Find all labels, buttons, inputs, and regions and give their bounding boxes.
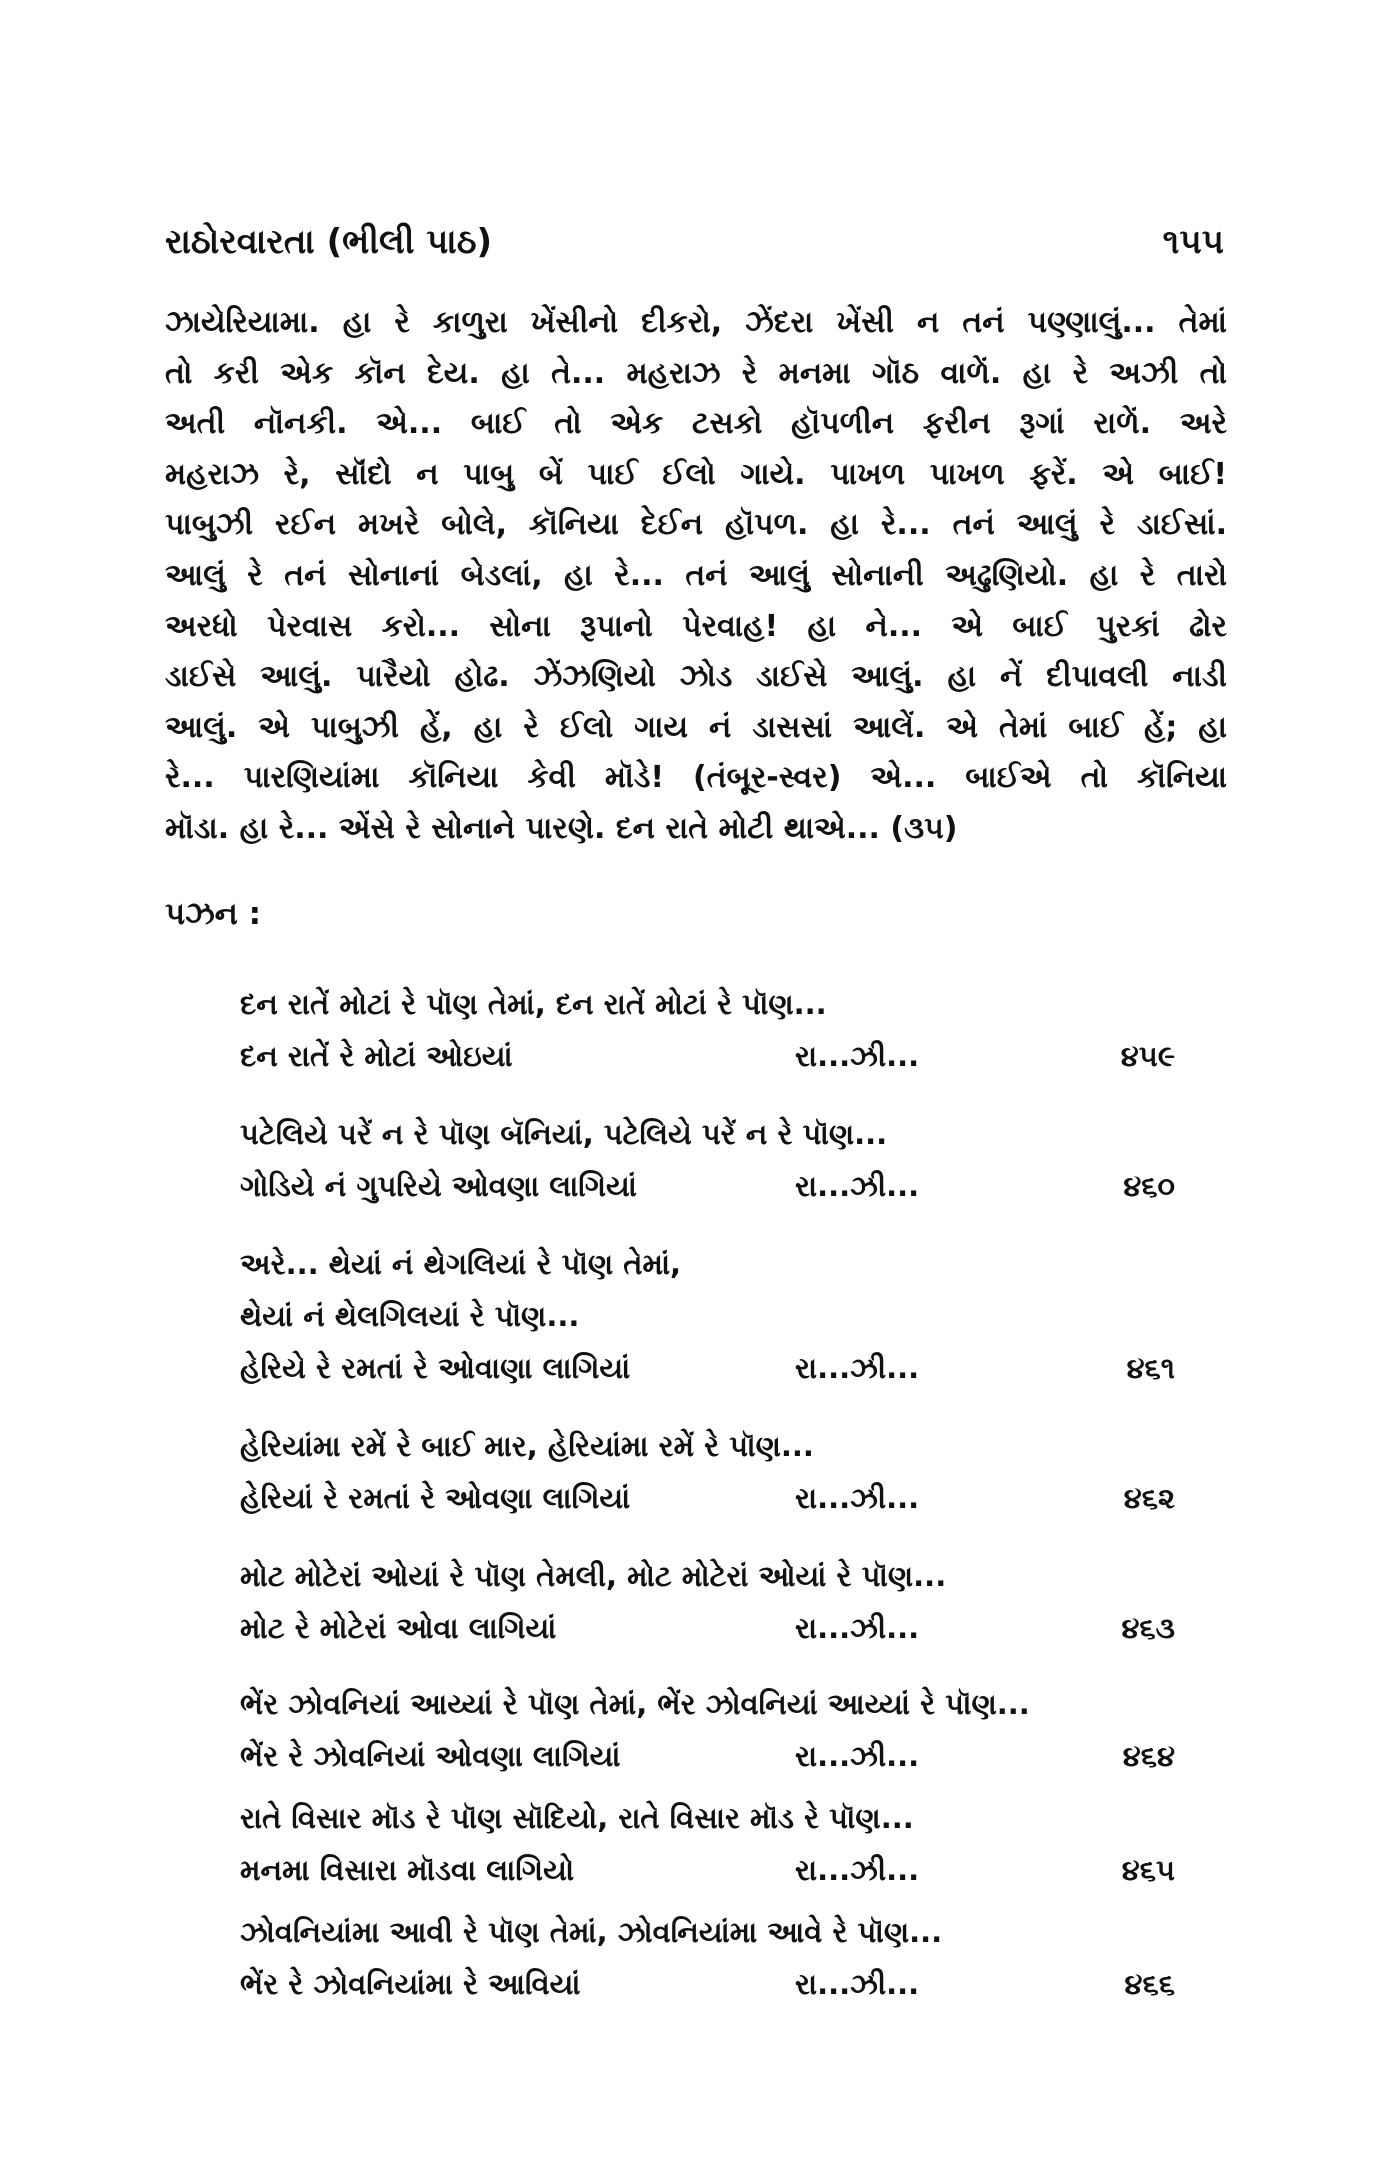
verse-list	[240, 958, 1175, 2010]
verse-line	[240, 1906, 1175, 1958]
verse-text: અરે... થેયાં નં થેગલિયાં રે પૉણ તેમાં,	[240, 1247, 682, 1281]
verse-refrain: રા...ઝી...	[795, 1351, 920, 1385]
verse-text: પટેલિયે પરેં ન રે પૉણ બૅનિયાં, પટેલિયે પરેં ન રે પૉણ...	[240, 1117, 888, 1151]
verse-line	[240, 1290, 1175, 1342]
verse-refrain: રા...ઝી...	[795, 1039, 920, 1073]
prose-line: મૉડા. હા રે... એંસે રે સોનાને પારણે. દન રાતે મોટી થાએ... (૩૫)	[165, 810, 958, 846]
verse-text: થેયાં નં થેલગિલયાં રે પૉણ...	[240, 1299, 580, 1333]
prose-line: ડાઈસે આલું. પારૈયો હોઢ. ઝેંઝણિયો ઝોડ ડાઈસે આલું. હા નેં દીપાવલી નાડી	[165, 659, 1227, 695]
verse-stanza	[240, 1906, 1175, 2010]
verse-refrain: રા...ઝી...	[795, 1739, 920, 1773]
verse-text: ભેંર રે ઝોવનિયાં ઓવણા લાગિયાં	[240, 1739, 621, 1773]
verse-line	[240, 1792, 1175, 1844]
verse-number: ૪૬૫	[1121, 1853, 1175, 1887]
prose-paragraph	[165, 298, 1227, 855]
verse-number: ૪૫૯	[1120, 1039, 1175, 1073]
prose-line: મહરાઝ રે, સૉંદો ન પાબુ બેં પાઈ ઈલો ગાયે. પાખળ પાખળ ફરેં. એ બાઈ!	[165, 456, 1227, 492]
verse-line	[240, 1238, 1175, 1290]
verse-refrain: રા...ઝી...	[795, 1853, 920, 1887]
verse-line	[240, 1602, 1175, 1654]
prose-line: રે... પારણિયાંમા કૉનિયા કેવી મૉડે! (તંબૂર-સ્વર) એ... બાઈએ તો કૉનિયા	[165, 760, 1227, 796]
verse-text: હેરિયાં રે રમતાં રે ઓવણા લાગિયાં	[240, 1481, 631, 1515]
verse-number: ૪૬૩	[1121, 1611, 1175, 1645]
running-header-title: રાઠોરવારતા (ભીલી પાઠ)	[165, 222, 493, 262]
verse-text: ભેંર ઝોવનિયાં આય્યાં રે પૉણ તેમાં, ભેંર ઝોવનિયાં આય્યાં રે પૉણ...	[240, 1687, 1030, 1721]
verse-refrain: રા...ઝી...	[795, 1481, 920, 1515]
verse-text: મોટ મોટેરાં ઓયાં રે પૉણ તેમલી, મોટ મોટેરાં ઓયાં રે પૉણ...	[240, 1559, 947, 1593]
section-label: પઝન :	[165, 896, 261, 932]
verse-text: ઝોવનિયાંમા આવી રે પૉણ તેમાં, ઝોવનિયાંમા આવે રે પૉણ...	[240, 1915, 943, 1949]
verse-line	[240, 1730, 1175, 1782]
verse-text: દન રાતેં મોટાં રે પૉણ તેમાં, દન રાતેં મોટાં રે પૉણ...	[240, 987, 827, 1021]
verse-stanza	[240, 1792, 1175, 1896]
prose-line: અતી નૉનકી. એ... બાઈ તો એક ટસકો હૉપળીન ફરીન રૂગાં રાળેં. અરે	[165, 406, 1227, 442]
verse-text: ભેંર રે ઝોવનિયાંમા રે આવિયાં	[240, 1967, 581, 2001]
verse-text: હેરિયાંમા રમેં રે બાઈ માર, હેરિયાંમા રમેં રે પૉણ...	[240, 1429, 814, 1463]
verse-line	[240, 1342, 1175, 1394]
verse-line	[240, 1030, 1175, 1082]
verse-text: મનમા વિસારા મૉડવા લાગિયો	[240, 1853, 575, 1887]
prose-line: ઝાયેરિયામા. હા રે કાળુરા ખેંસીનો દીકરો, ઝેંદરા ખેંસી ન તનં પણ્ણાલું... તેમાં	[165, 305, 1227, 340]
verse-number: ૪૬૧	[1126, 1351, 1175, 1385]
verse-text: રાતે વિસાર મૉડ રે પૉણ સૉદિયો, રાતે વિસાર મૉડ રે પૉણ...	[240, 1801, 914, 1835]
verse-line	[240, 1550, 1175, 1602]
verse-text: મોટ રે મોટેરાં ઓવા લાગિયાં	[240, 1611, 557, 1645]
verse-line	[240, 1844, 1175, 1896]
verse-line	[240, 978, 1175, 1030]
verse-stanza	[240, 1108, 1175, 1212]
verse-stanza	[240, 1420, 1175, 1524]
verse-refrain: રા...ઝી...	[795, 1967, 920, 2001]
prose-line: અરધો પેરવાસ કરો... સોના રૂપાનો પેરવાહ! હા ને... એ બાઈ પુરકાં ઢોર	[165, 608, 1227, 644]
verse-number: ૪૬૦	[1123, 1169, 1175, 1203]
verse-number: ૪૬૨	[1123, 1481, 1175, 1515]
page-number: ૧૫૫	[1162, 222, 1224, 262]
verse-line	[240, 1678, 1175, 1730]
verse-text: હેરિયે રે રમતાં રે ઓવાણા લાગિયાં	[240, 1351, 631, 1385]
verse-text: દન રાતેં રે મોટાં ઓઇયાં	[240, 1039, 513, 1073]
verse-refrain: રા...ઝી...	[795, 1611, 920, 1645]
prose-line: પાબુઝી રઈન મખરે બોલે, કૉનિયા દેઈન હૉપળ. હા રે... તનં આલું રે ડાઈસાં.	[165, 507, 1227, 543]
prose-line: આલું. એ પાબુઝી હેં, હા રે ઈલો ગાય નં ડાસસાં આલેં. એ તેમાં બાઈ હેં; હા	[165, 709, 1227, 745]
prose-line: તો કરી એક કૉન દેય. હા તે... મહરાઝ રે મનમા ગૉઠ વાળેં. હા રે અઝી તો	[165, 355, 1227, 391]
verse-refrain: રા...ઝી...	[795, 1169, 920, 1203]
verse-line	[240, 1958, 1175, 2010]
verse-line	[240, 1472, 1175, 1524]
verse-stanza	[240, 978, 1175, 1082]
verse-stanza	[240, 1550, 1175, 1654]
verse-line	[240, 1160, 1175, 1212]
verse-number: ૪૬૪	[1122, 1739, 1175, 1773]
verse-text: ગોડિયે નં ગુપરિયે ઓવણા લાગિયાં	[240, 1169, 637, 1203]
verse-number: ૪૬૬	[1124, 1967, 1175, 2001]
prose-line: આલું રે તનં સોનાનાં બેડલાં, હા રે... તનં આલું સોનાની અઢુણિયો. હા રે તારો	[165, 557, 1227, 593]
verse-stanza	[240, 1238, 1175, 1394]
verse-line	[240, 1420, 1175, 1472]
verse-stanza	[240, 1678, 1175, 1782]
verse-line	[240, 1108, 1175, 1160]
